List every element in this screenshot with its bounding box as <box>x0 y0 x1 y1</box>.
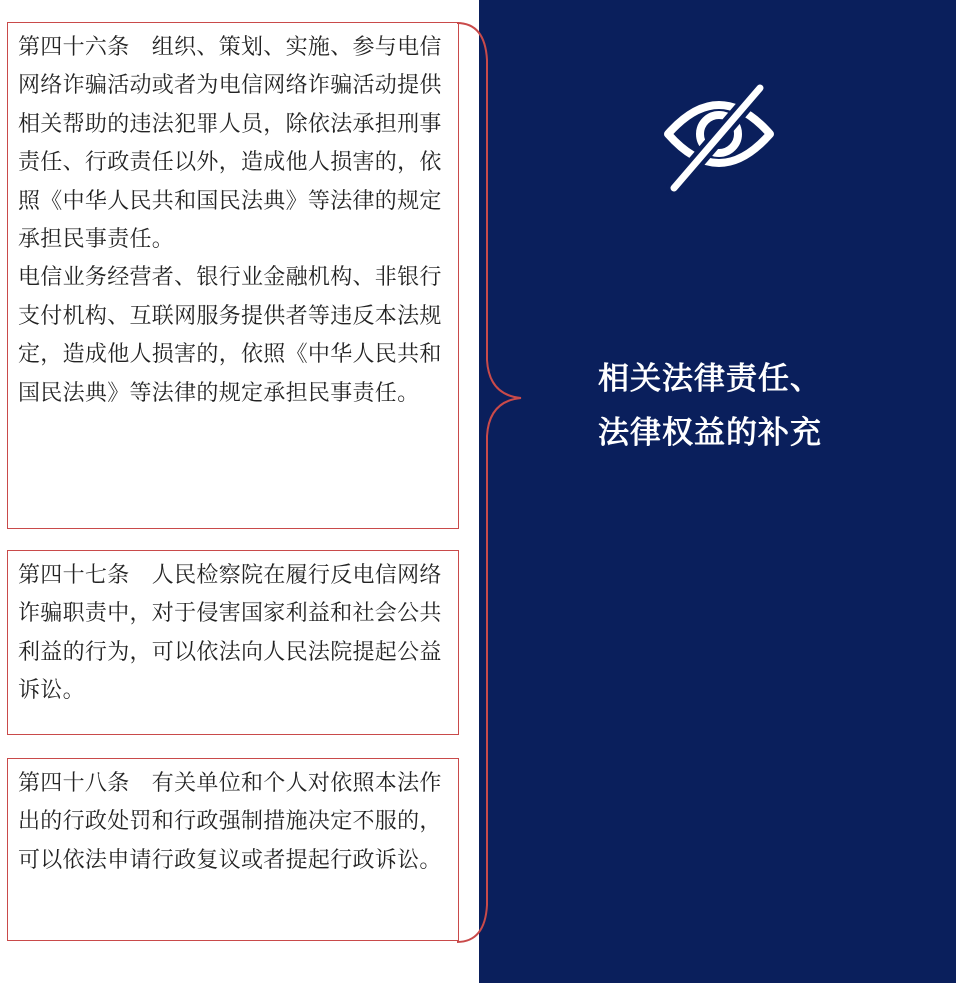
article-48-paragraph: 第四十八条 有关单位和个人对依照本法作出的行政处罚和行政强制措施决定不服的，可以依法申请行政复议或者提起行政诉讼。 <box>18 771 442 873</box>
article-46-box <box>7 22 459 529</box>
eye-slash-icon <box>660 82 778 194</box>
article-46-paragraph-2: 电信业务经营者、银行业金融机构、非银行支付机构、互联网服务提供者等违反本法规定，造成他人损害的，依照《中华人民共和国民法典》等法律的规定承担民事责任。 <box>18 265 442 406</box>
curly-brace-icon <box>455 20 525 945</box>
panel-heading <box>598 352 938 460</box>
article-47-box <box>7 550 459 735</box>
article-48-box <box>7 758 459 941</box>
article-47-paragraph: 第四十七条 人民检察院在履行反电信网络诈骗职责中，对于侵害国家利益和社会公共利益的行为，可以依法向人民法院提起公益诉讼。 <box>18 563 442 704</box>
panel-heading-line-1: 相关法律责任、 <box>598 361 822 397</box>
article-46-paragraph-1: 第四十六条 组织、策划、实施、参与电信网络诈骗活动或者为电信网络诈骗活动提供相关帮助的违法犯罪人员，除依法承担刑事责任、行政责任以外，造成他人损害的，依照《中华人民共和国民法典》等法律的规定承担民事责任。 <box>18 35 442 253</box>
panel-heading-line-2: 法律权益的补充 <box>598 415 822 451</box>
